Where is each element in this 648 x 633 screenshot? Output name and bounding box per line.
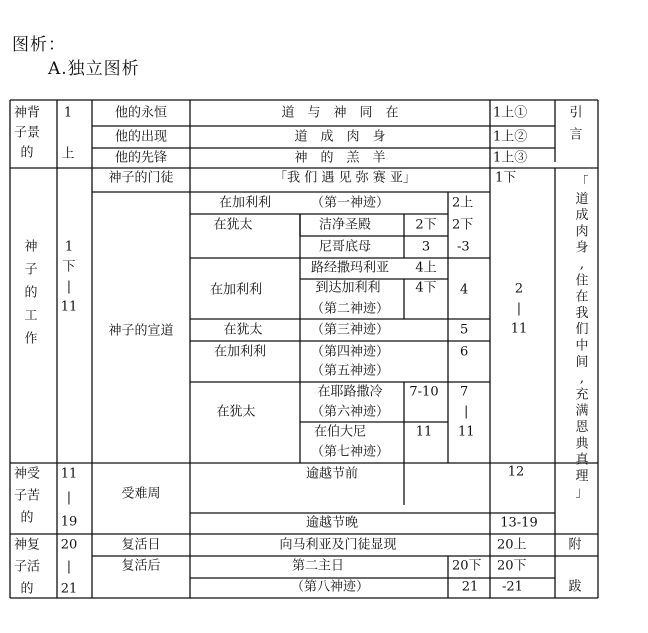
theme-quote-char-7: 在 — [575, 289, 589, 305]
sec3-title-1: 子苦 — [13, 488, 41, 504]
sec2-title-0: 神 — [24, 239, 38, 255]
resurrection-after-range-0: 20下 — [497, 558, 527, 574]
passion-evening: 逾越节晚 — [305, 515, 359, 531]
theme-quote-char-4: 身 — [575, 240, 589, 256]
sec4-title-2: 的 — [20, 581, 34, 597]
ministry-place-1: 在犹太 — [213, 217, 253, 233]
ministry-overall-range-2: 11 — [510, 321, 528, 337]
bg-row-content-1: 道 成 肉 身 — [294, 129, 386, 145]
theme-quote-char-0: 「 — [575, 175, 589, 191]
ministry-subref-6: 11 — [415, 424, 433, 440]
sec2-chapter-1: 下 — [62, 259, 76, 275]
ministry-chapter-2: 4 — [460, 282, 469, 298]
theme-quote-char-10: 中 — [575, 338, 589, 354]
sec4-chapter-2: 21 — [60, 581, 78, 597]
ministry-event-1: 洁净圣殿 — [318, 217, 372, 233]
table-texts — [14, 105, 590, 597]
intro-label-1: 言 — [569, 127, 583, 143]
ministry-ref-0: 2上 — [452, 195, 474, 211]
sec2-title-3: 工 — [24, 308, 38, 324]
sec2-chapter-2: | — [66, 279, 72, 295]
theme-quote-char-16: 典 — [575, 436, 589, 452]
bg-row-label-1: 他的出现 — [114, 129, 168, 145]
ministry-place-0: 在加利利 — [218, 195, 272, 211]
ministry-place-2: 在加利利 — [209, 282, 263, 298]
page-heading: 图析： — [12, 35, 66, 55]
theme-quote-char-5: , — [579, 257, 585, 272]
resurrection-after-content-2-ref: 21 — [461, 579, 479, 595]
resurrection-after-content-1: 第二主日 — [291, 558, 345, 574]
sec1-title-1: 子景 — [13, 125, 41, 141]
ministry-event-9: 在耶路撒冷 — [317, 384, 383, 400]
passion-before-ref: 12 — [507, 464, 525, 480]
ministry-place-5: 在犹太 — [216, 404, 256, 420]
appendix-label-0: 附 — [568, 537, 582, 553]
sec4-title-0: 神复 — [13, 537, 41, 553]
passion-label: 受难周 — [121, 486, 161, 502]
bg-row-label-2: 他的先锋 — [114, 150, 168, 166]
ministry-chapter-6: | — [464, 404, 469, 420]
page-subheading: A.独立图析 — [48, 59, 140, 79]
ministry-chapter-1: -3 — [457, 239, 470, 255]
theme-quote-char-13: 充 — [575, 387, 589, 403]
bg-row-content-0: 道 与 神 同 在 — [281, 105, 399, 121]
passion-evening-ref: 13-19 — [500, 515, 538, 531]
sec2-title-1: 子 — [24, 262, 38, 278]
resurrection-day-label: 复活日 — [121, 537, 161, 553]
theme-quote-char-11: 间 — [575, 354, 589, 370]
ministry-subref-1: 2下 — [415, 217, 437, 233]
theme-quote-char-12: , — [579, 371, 585, 387]
ministry-chapter-7: 11 — [458, 424, 475, 440]
bg-row-label-0: 他的永恒 — [114, 105, 168, 121]
resurrection-after-content-2: （第八神迹） — [290, 579, 370, 595]
ministry-event-0: （第一神迹） — [310, 195, 390, 211]
ministry-subref-4: 4下 — [415, 280, 437, 296]
ministry-place-3: 在犹太 — [223, 322, 263, 338]
theme-quote-char-19: 」 — [575, 485, 589, 501]
ministry-chapter-3: 5 — [460, 322, 469, 338]
sec3-chapter-1: | — [66, 490, 72, 506]
ministry-event-11: 在伯大尼 — [313, 424, 367, 440]
theme-quote-char-17: 真 — [575, 452, 589, 468]
theme-quote-char-14: 满 — [575, 403, 589, 419]
bg-row-ref-0: 1上① — [493, 105, 528, 121]
theme-quote-char-6: 住 — [575, 273, 589, 289]
ministry-place-4: 在加利利 — [213, 344, 267, 360]
ministry-subref-3: 4上 — [415, 260, 437, 276]
intro-label-0: 引 — [569, 105, 583, 121]
ministry-event-4: 到达加利利 — [315, 280, 381, 296]
sec4-chapter-0: 20 — [60, 537, 78, 553]
theme-quote-char-3: 肉 — [575, 224, 589, 240]
sec2-chapter-0: 1 — [64, 239, 74, 255]
theme-quote-char-8: 我 — [575, 305, 589, 321]
theme-quote-char-15: 恩 — [575, 420, 589, 435]
sec2-chapter-3: 11 — [60, 299, 78, 315]
resurrection-after-range-1: -21 — [502, 579, 523, 595]
sec3-title-0: 神受 — [13, 466, 41, 482]
disciples-label: 神子的门徒 — [108, 170, 174, 186]
ministry-chapter-5: 7 — [460, 384, 469, 400]
ministry-event-2: 尼哥底母 — [318, 239, 372, 255]
ministry-subref-2: 3 — [421, 239, 431, 255]
theme-quote-char-1: 道 — [575, 191, 589, 207]
ministry-ref-1: 2下 — [452, 217, 474, 233]
disciples-ref: 1下 — [495, 170, 517, 186]
theme-quote-char-18: 理 — [575, 468, 589, 484]
resurrection-after-label: 复活后 — [121, 558, 161, 574]
ministry-overall-range-1: | — [516, 301, 522, 317]
bg-row-ref-2: 1上③ — [493, 150, 528, 166]
sec4-title-1: 子活 — [13, 559, 41, 575]
ministry-event-6: （第三神迹） — [310, 322, 390, 338]
ministry-event-3: 路经撒玛利亚 — [310, 260, 390, 276]
sec4-chapter-1: | — [66, 559, 72, 575]
sec2-title-4: 作 — [24, 331, 38, 347]
bg-row-ref-1: 1上② — [493, 129, 528, 145]
ministry-event-7: （第四神迹） — [310, 344, 390, 360]
theme-quote-char-2: 成 — [575, 208, 589, 224]
ministry-label: 神子的宣道 — [108, 323, 174, 339]
ministry-event-12: （第七神迹） — [310, 444, 390, 460]
sec3-chapter-2: 19 — [60, 514, 78, 530]
disciples-content: 「我 们 遇 见 弥 赛 亚」 — [274, 170, 416, 186]
sec1-chapter-top: 1 — [63, 105, 73, 121]
sec1-title-0: 神背 — [13, 105, 41, 121]
sec1-chapter-bottom: 上 — [61, 146, 75, 162]
sec3-chapter-0: 11 — [60, 466, 78, 482]
sec2-title-2: 的 — [24, 285, 38, 301]
theme-quote-char-9: 们 — [575, 322, 589, 338]
sec3-title-2: 的 — [20, 510, 34, 526]
ministry-overall-range-0: 2 — [514, 281, 524, 297]
appendix-label-1: 跋 — [568, 579, 582, 595]
resurrection-day-ref: 20上 — [497, 537, 527, 553]
resurrection-after-content-1-ref: 20下 — [452, 558, 482, 574]
sec1-title-2: 的 — [20, 145, 34, 161]
ministry-event-5: （第二神迹） — [310, 301, 390, 317]
bg-row-content-2: 神 的 羔 羊 — [294, 150, 386, 166]
ministry-subref-5: 7-10 — [409, 384, 439, 400]
ministry-event-8: （第五神迹） — [310, 363, 390, 379]
ministry-chapter-4: 6 — [460, 344, 469, 360]
resurrection-day-content: 向马利亚及门徒显现 — [279, 537, 397, 553]
passion-before: 逾越节前 — [305, 466, 359, 482]
ministry-event-10: （第六神迹） — [310, 404, 390, 420]
